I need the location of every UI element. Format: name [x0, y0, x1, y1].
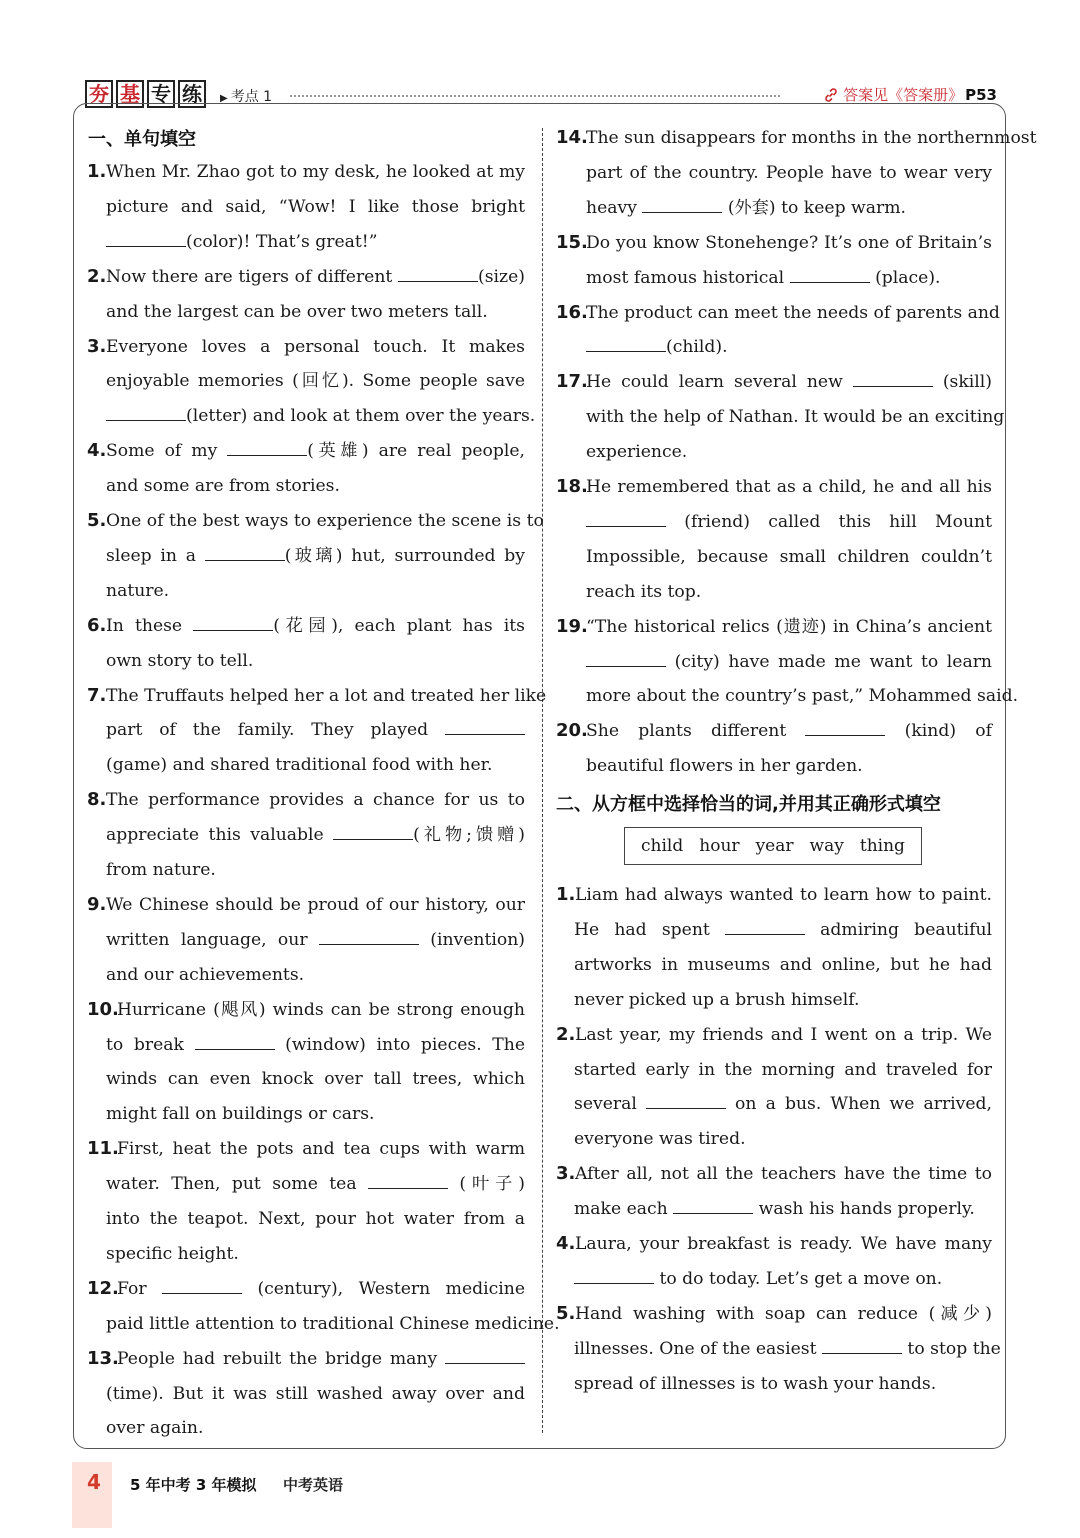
question-line: Hurricane (飓风) winds can be strong enough: [117, 999, 525, 1020]
question-line: make each wash his hands properly.: [574, 1199, 975, 1220]
question-line: illnesses. One of the easiest to stop the: [574, 1338, 1001, 1359]
question-number: 6.: [87, 614, 107, 636]
question-line: Some of my (英雄) are real people,: [106, 441, 525, 462]
answer-blank[interactable]: [725, 920, 805, 935]
question-line: several on a bus. When we arrived,: [574, 1094, 993, 1115]
question-line: started early in the morning and traveled for: [574, 1059, 992, 1080]
question-line: Impossible, because small children couldn’t: [586, 546, 992, 567]
question-line: water. Then, put some tea (叶子): [106, 1174, 526, 1195]
answer-blank[interactable]: [106, 406, 186, 421]
question-line: to break (window) into pieces. The: [106, 1034, 525, 1055]
question-line: In these (花园), each plant has its: [106, 615, 525, 636]
question-line: most famous historical (place).: [586, 267, 941, 288]
answer-ref-text: 答案见《答案册》: [843, 86, 964, 104]
question-line: He had spent admiring beautiful: [574, 919, 993, 940]
answer-blank[interactable]: [853, 372, 933, 387]
question-line: enjoyable memories (回忆). Some people save: [106, 371, 525, 392]
answer-blank[interactable]: [586, 512, 666, 527]
subject-label: 中考英语: [283, 1476, 344, 1494]
answer-page: P53: [965, 85, 997, 104]
question-line: Everyone loves a personal touch. It makes: [106, 336, 525, 357]
question-line: written language, our (invention): [106, 929, 525, 950]
question-line: spread of illnesses is to wash your hands.: [574, 1373, 937, 1394]
question-line: Liam had always wanted to learn how to paint.: [575, 885, 992, 905]
question-line: (child).: [586, 337, 728, 357]
question-line: everyone was tired.: [574, 1129, 746, 1150]
question-line: (time). But it was still washed away over and: [106, 1383, 525, 1404]
question-line: might fall on buildings or cars.: [106, 1104, 375, 1125]
word-option: way: [809, 836, 844, 856]
question-line: and our achievements.: [106, 964, 305, 985]
question-line: reach its top.: [586, 581, 702, 602]
kaodian-text: 考点 1: [230, 89, 273, 105]
question-line: never picked up a brush himself.: [574, 989, 860, 1010]
question-line: experience.: [586, 442, 688, 463]
question-line: When Mr. Zhao got to my desk, he looked at my: [106, 162, 525, 182]
question-line: heavy (外套) to keep warm.: [586, 197, 906, 218]
question-line: Now there are tigers of different (size): [106, 266, 525, 287]
question-line: One of the best ways to experience the scene is to: [106, 511, 544, 531]
answer-reference: [823, 84, 997, 105]
question-line: The sun disappears for months in the northernmost: [586, 128, 1037, 148]
answer-blank[interactable]: [319, 930, 419, 945]
question-line: Hand washing with soap can reduce (减少): [575, 1303, 992, 1324]
answer-blank[interactable]: [162, 1279, 242, 1294]
question-line: (game) and shared traditional food with her.: [106, 755, 493, 776]
question-line: For (century), Western medicine: [117, 1278, 525, 1299]
answer-blank[interactable]: [227, 441, 307, 456]
answer-blank[interactable]: [790, 268, 870, 283]
question-number: 1.: [87, 161, 107, 182]
question-number: 3.: [87, 335, 107, 357]
question-number: 20.: [556, 720, 588, 742]
question-line: (letter) and look at them over the years.: [106, 406, 535, 426]
question-line: specific height.: [106, 1243, 239, 1264]
question-line: He remembered that as a child, he and all his: [586, 477, 992, 497]
question-number: 16.: [556, 301, 588, 323]
question-line: more about the country’s past,” Mohammed said.: [586, 686, 1019, 707]
question-number: 13.: [87, 1347, 119, 1369]
answer-blank[interactable]: [646, 1094, 726, 1109]
question-line: own story to tell.: [106, 650, 254, 671]
question-line: into the teapot. Next, pour hot water from a: [106, 1209, 525, 1229]
answer-blank[interactable]: [333, 825, 413, 840]
question-line: with the help of Nathan. It would be an exciting: [586, 407, 1005, 428]
question-line: from nature.: [106, 860, 216, 880]
answer-blank[interactable]: [205, 546, 285, 561]
question-number: 4.: [556, 1233, 576, 1254]
question-line: artworks in museums and online, but he had: [574, 954, 992, 975]
question-number: 4.: [87, 440, 107, 462]
section2-title: 二、从方框中选择恰当的词,并用其正确形式填空: [556, 794, 941, 815]
question-number: 9.: [87, 893, 107, 915]
answer-blank[interactable]: [445, 720, 525, 735]
word-option: child: [641, 836, 684, 856]
answer-blank[interactable]: [193, 616, 273, 631]
word-option: hour: [699, 836, 740, 856]
question-line: and some are from stories.: [106, 476, 340, 497]
logo-char: 夯: [85, 80, 113, 108]
question-line: The Truffauts helped her a lot and treated her like: [106, 685, 547, 706]
question-number: 15.: [556, 231, 588, 253]
question-line: People had rebuilt the bridge many: [117, 1349, 525, 1369]
question-line: paid little attention to traditional Chinese medicine.: [106, 1313, 560, 1334]
answer-blank[interactable]: [368, 1174, 448, 1189]
answer-blank[interactable]: [445, 1349, 525, 1364]
question-line: She plants different (kind) of: [586, 721, 993, 742]
question-number: 5.: [87, 510, 107, 531]
question-line: beautiful flowers in her garden.: [586, 756, 863, 777]
question-line: Do you know Stonehenge? It’s one of Britain’s: [586, 232, 992, 253]
answer-blank[interactable]: [642, 198, 722, 213]
question-line: He could learn several new (skill): [586, 372, 992, 393]
logo-char: 基: [116, 80, 144, 108]
question-number: 7.: [87, 684, 107, 706]
answer-blank[interactable]: [398, 267, 478, 282]
triangle-icon: ▶: [220, 93, 228, 104]
question-line: over again.: [106, 1418, 204, 1439]
section1-title: 一、单句填空: [88, 129, 196, 150]
question-line: winds can even knock over tall trees, which: [106, 1069, 525, 1090]
question-line: appreciate this valuable (礼物;馈赠): [106, 825, 525, 846]
question-line: sleep in a (玻璃) hut, surrounded by: [106, 545, 525, 566]
answer-blank[interactable]: [586, 337, 666, 352]
question-line: The performance provides a chance for us to: [106, 790, 525, 811]
answer-blank[interactable]: [673, 1199, 753, 1214]
question-number: 1.: [556, 884, 576, 905]
question-number: 3.: [556, 1163, 576, 1185]
question-number: 11.: [87, 1138, 119, 1160]
question-number: 18.: [556, 476, 588, 497]
question-line: “The historical relics (遗迹) in China’s ancient: [586, 616, 992, 637]
question-number: 14.: [556, 127, 588, 148]
question-number: 8.: [87, 789, 107, 811]
question-line: First, heat the pots and tea cups with warm: [117, 1139, 525, 1160]
question-line: to do today. Let’s get a move on.: [574, 1269, 942, 1289]
book-title: 5 年中考 3 年模拟: [130, 1476, 257, 1494]
question-line: nature.: [106, 580, 170, 601]
question-line: We Chinese should be proud of our history, our: [106, 894, 525, 915]
answer-blank[interactable]: [574, 1269, 654, 1284]
question-number: 2.: [87, 265, 107, 287]
word-option: year: [755, 836, 794, 856]
question-line: After all, not all the teachers have the time to: [575, 1164, 992, 1185]
answer-blank[interactable]: [195, 1035, 275, 1050]
question-line: part of the country. People have to wear very: [586, 162, 992, 183]
question-number: 12.: [87, 1277, 119, 1299]
question-line: The product can meet the needs of parents and: [586, 302, 1000, 323]
logo-char: 练: [178, 80, 206, 108]
word-option: thing: [859, 836, 905, 856]
question-number: 17.: [556, 371, 588, 393]
question-line: and the largest can be over two meters tall.: [106, 301, 488, 322]
logo-char: 专: [147, 80, 175, 108]
question-number: 10.: [87, 998, 119, 1020]
word-box: [624, 827, 922, 865]
page-number: 4: [87, 1470, 101, 1494]
link-icon: [823, 87, 839, 103]
answer-blank[interactable]: [822, 1339, 902, 1354]
question-line: (friend) called this hill Mount: [586, 512, 992, 532]
answer-blank[interactable]: [106, 232, 186, 247]
column-divider: [542, 128, 543, 1433]
question-line: (city) have made me want to learn: [586, 652, 992, 672]
question-line: Laura, your breakfast is ready. We have many: [575, 1234, 992, 1254]
question-line: picture and said, “Wow! I like those bright: [106, 196, 525, 217]
question-number: 2.: [556, 1023, 576, 1045]
answer-blank[interactable]: [586, 652, 666, 667]
question-line: part of the family. They played: [106, 720, 525, 740]
dotted-divider: [290, 95, 780, 97]
question-line: Last year, my friends and I went on a trip. We: [575, 1024, 992, 1045]
question-number: 19.: [556, 615, 588, 637]
answer-blank[interactable]: [805, 721, 885, 736]
question-number: 5.: [556, 1302, 576, 1324]
question-line: (color)! That’s great!”: [106, 232, 378, 252]
